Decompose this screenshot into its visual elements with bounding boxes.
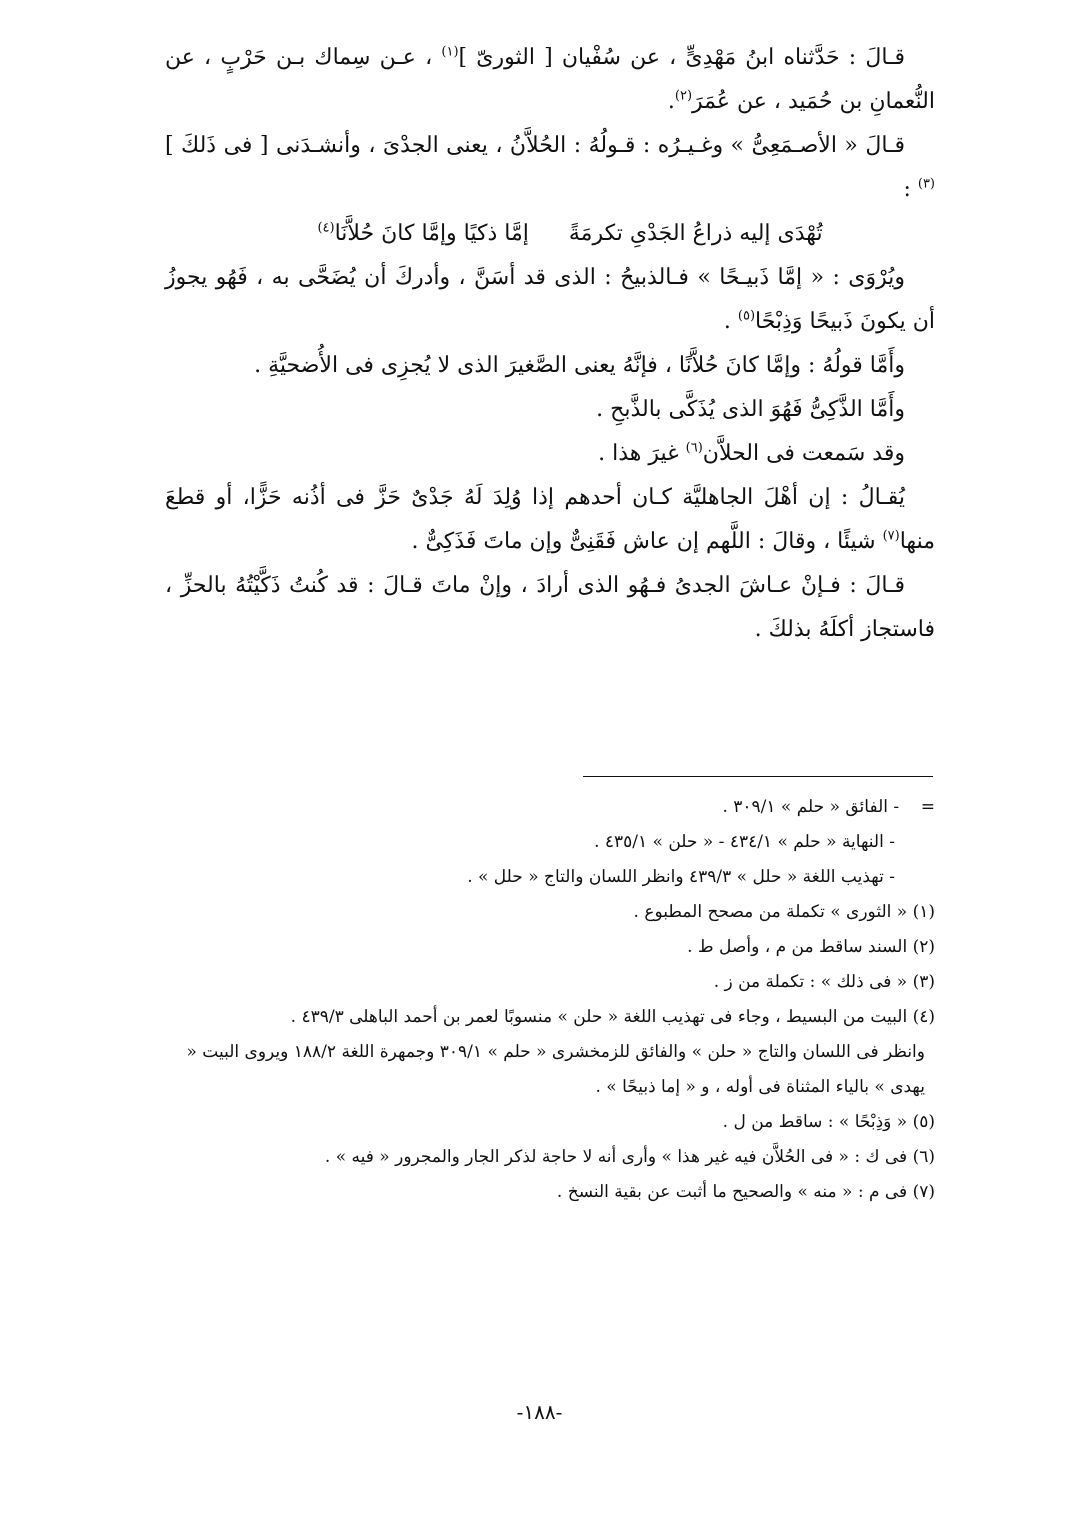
footnote-ref-5: (٥): [737, 308, 756, 324]
footnote-4: (٤) البيت من البسيط ، وجاء فى تهذيب اللغة « حلن » منسوبًا لعمر بن أحمد الباهلى ٤٣٩/٣ .: [290, 1007, 935, 1027]
paragraph-asmai: [165, 124, 935, 212]
continuation-mark: =: [920, 797, 935, 817]
footnote-3: (٣) « فى ذلك » : تكملة من ز .: [713, 972, 935, 992]
poetry-verse: [165, 212, 935, 256]
text-run: .: [667, 89, 675, 114]
text-run: يُقـالُ : إن أهْلَ الجاهليَّة كـان أحدهم إذا وُلِدَ لَهُ جَدْىٌ حَزَّ فى أذُنه حَزًّا، أو قطعَ منها: [165, 485, 935, 554]
footnote-ref-6: (٦): [685, 440, 703, 456]
verse-first-hemistich: تُهْدَى إليه ذراعُ الجَدْىِ تكرمَةً: [568, 221, 823, 246]
footnote-continued: - تهذيب اللغة « حلل » ٤٣٩/٣ وانظر اللسان والتاج « حلل » .: [467, 867, 895, 887]
paragraph-isnad: [165, 36, 935, 124]
paragraph-samitu: [165, 432, 935, 476]
footnote-5: (٥) « وَذِبْحًا » : ساقط من ل .: [722, 1112, 935, 1132]
text-run: غيرَ هذا .: [598, 441, 686, 466]
footnote-7: (٧) فى م : « منه » والصحيح ما أثبت عن بقية النسخ .: [556, 1182, 935, 1202]
footnotes: [165, 790, 935, 1210]
footnote-ref-2: (٢): [674, 88, 693, 104]
text-run: قـالَ : حَدَّثناه ابنُ مَهْدِىٍّ ، عن سُفْيان [ الثورىّ ]: [458, 45, 905, 70]
text-run: شيئًا ، وقالَ : اللَّهم إن عاش فَقَنِىٌّ وإن ماتَ فَذَكِىٌّ .: [411, 529, 883, 554]
paragraph-hullan: وأَمَّا قولُهُ : وإمَّا كانَ حُلاَّنًا ، فإنَّهُ يعنى الصَّغيرَ الذى لا يُجزِى فى الأُضحيَّةِ .: [254, 353, 905, 378]
text-run: .: [723, 309, 738, 334]
paragraph-riwaya: [165, 256, 935, 344]
text-run: وقد سَمعت فى الحلاَّن: [702, 441, 905, 466]
footnote-continued: - النهاية « حلم » ٤٣٤/١ - « حلن » ٤٣٥/١ .: [594, 832, 895, 852]
text-run: - الفائق « حلم » ٣٠٩/١ .: [722, 797, 900, 817]
text-run: :: [903, 177, 918, 202]
footnote-4-continued: وانظر فى اللسان والتاج « حلن » والفائق للزمخشرى « حلم » ٣٠٩/١ وجمهرة اللغة ١٨٨/٢ ويروى البيت « يهدى » بالياء المثناة فى أوله ، و « إما ذبيحًا » .: [186, 1042, 925, 1097]
text-run: قـالَ « الأصـمَعِىُّ » وغـيـرُه : قـولُهُ : الحُلاَّنُ ، يعنى الجدْىَ ، وأنشـدَنى [ فى ذَلكَ ]: [165, 133, 905, 158]
page-number: -١٨٨-: [516, 1400, 563, 1424]
footnote-continued-first: [165, 790, 935, 825]
paragraph-jahiliyya: [165, 476, 935, 564]
footnote-ref-3: (٣): [917, 176, 935, 192]
paragraph-dhakiy: وأَمَّا الذَّكِىُّ فَهُوَ الذى يُذَكَّى بالذَّبحِ .: [596, 397, 905, 422]
footnote-separator: [583, 776, 933, 777]
footnote-ref-4: (٤): [317, 220, 335, 236]
paragraph-conclusion: قـالَ : فـإنْ عـاشَ الجدىُ فـهُو الذى أرادَ ، وإنْ ماتَ قـالَ : قد كُنتُ ذَكَّيْتُهُ بالحزِّ ، فاستجاز أكلَهُ بذلكَ .: [165, 573, 935, 642]
verse-second-hemistich: [317, 212, 528, 256]
text-run: إمَّا ذكيًا وإمَّا كانَ حُلاَّنَا: [334, 221, 529, 246]
footnote-6: (٦) فى ك : « فى الحُلاَّن فيه غير هذا » وأرى أنه لا حاجة لذكر الجار والمجرور « فيه » .: [324, 1147, 935, 1167]
footnote-1: (١) « الثورى » تكملة من مصحح المطبوع .: [633, 902, 935, 922]
text-run: ويُرْوَى : « إمَّا ذَبيـحًا » فـالذبيحُ : الذى قد أسَنَّ ، وأدركَ أن يُضَحَّى به ، فَهُو يجوزُ أن يكونَ ذَبيحًا وَذِبْحًا: [165, 265, 935, 334]
main-text: [165, 36, 935, 652]
text-run: ، عـن سِماك بـن حَرْبٍ ، عن النُّعمانِ بن حُمَيد ، عن عُمَرَ: [165, 45, 935, 114]
footnote-ref-1: (١): [441, 44, 459, 60]
footnote-2: (٢) السند ساقط من م ، وأصل ط .: [687, 937, 935, 957]
footnote-ref-7: (٧): [882, 528, 900, 544]
